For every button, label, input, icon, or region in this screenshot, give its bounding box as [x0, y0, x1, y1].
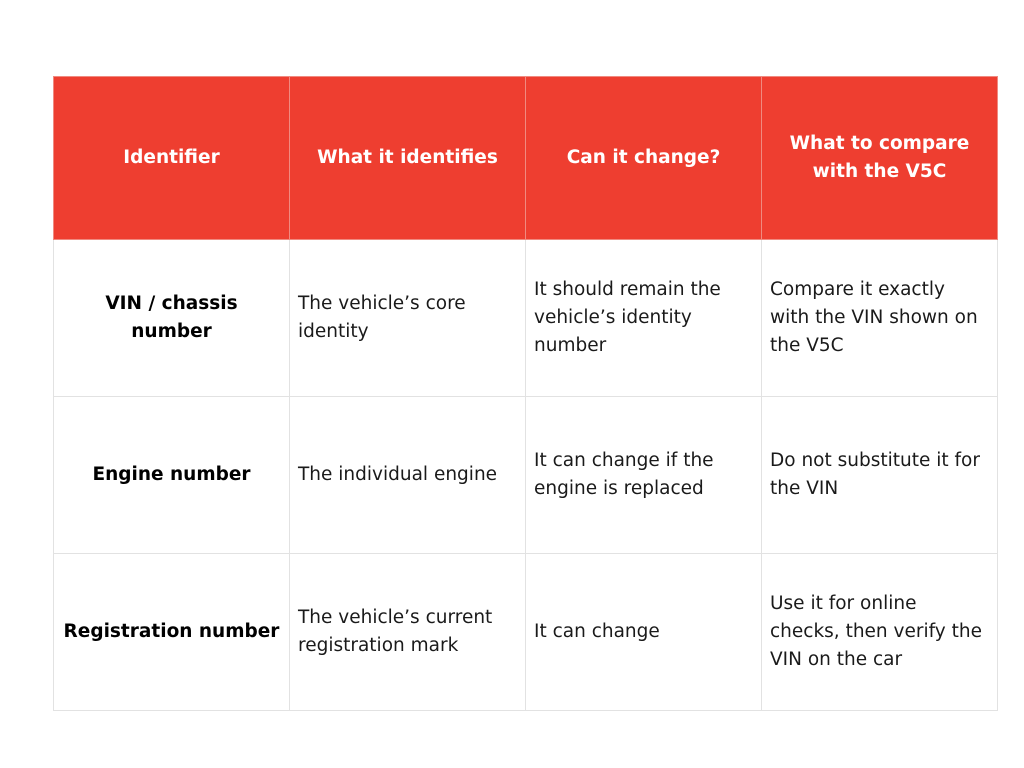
row-what-it-identifies: The vehicle’s core identity	[290, 240, 526, 397]
table-row	[54, 240, 998, 397]
table-row	[54, 397, 998, 554]
header-can-it-change: Can it change?	[526, 77, 762, 240]
identifier-comparison-table	[53, 76, 998, 711]
header-row	[54, 77, 998, 240]
table-row	[54, 554, 998, 711]
row-can-it-change: It can change	[526, 554, 762, 711]
table-header	[54, 77, 998, 240]
row-can-it-change: It can change if the engine is replaced	[526, 397, 762, 554]
row-compare-with-v5c: Compare it exactly with the VIN shown on the V5C	[762, 240, 998, 397]
table-body	[54, 240, 998, 711]
header-identifier: Identifier	[54, 77, 290, 240]
row-what-it-identifies: The individual engine	[290, 397, 526, 554]
row-identifier: Registration number	[54, 554, 290, 711]
header-what-it-identifies: What it identifies	[290, 77, 526, 240]
header-compare-with-v5c: What to compare with the V5C	[762, 77, 998, 240]
row-can-it-change: It should remain the vehicle’s identity number	[526, 240, 762, 397]
row-compare-with-v5c: Use it for online checks, then verify the VIN on the car	[762, 554, 998, 711]
row-compare-with-v5c: Do not substitute it for the VIN	[762, 397, 998, 554]
row-identifier: VIN / chassis number	[54, 240, 290, 397]
row-what-it-identifies: The vehicle’s current registration mark	[290, 554, 526, 711]
row-identifier: Engine number	[54, 397, 290, 554]
